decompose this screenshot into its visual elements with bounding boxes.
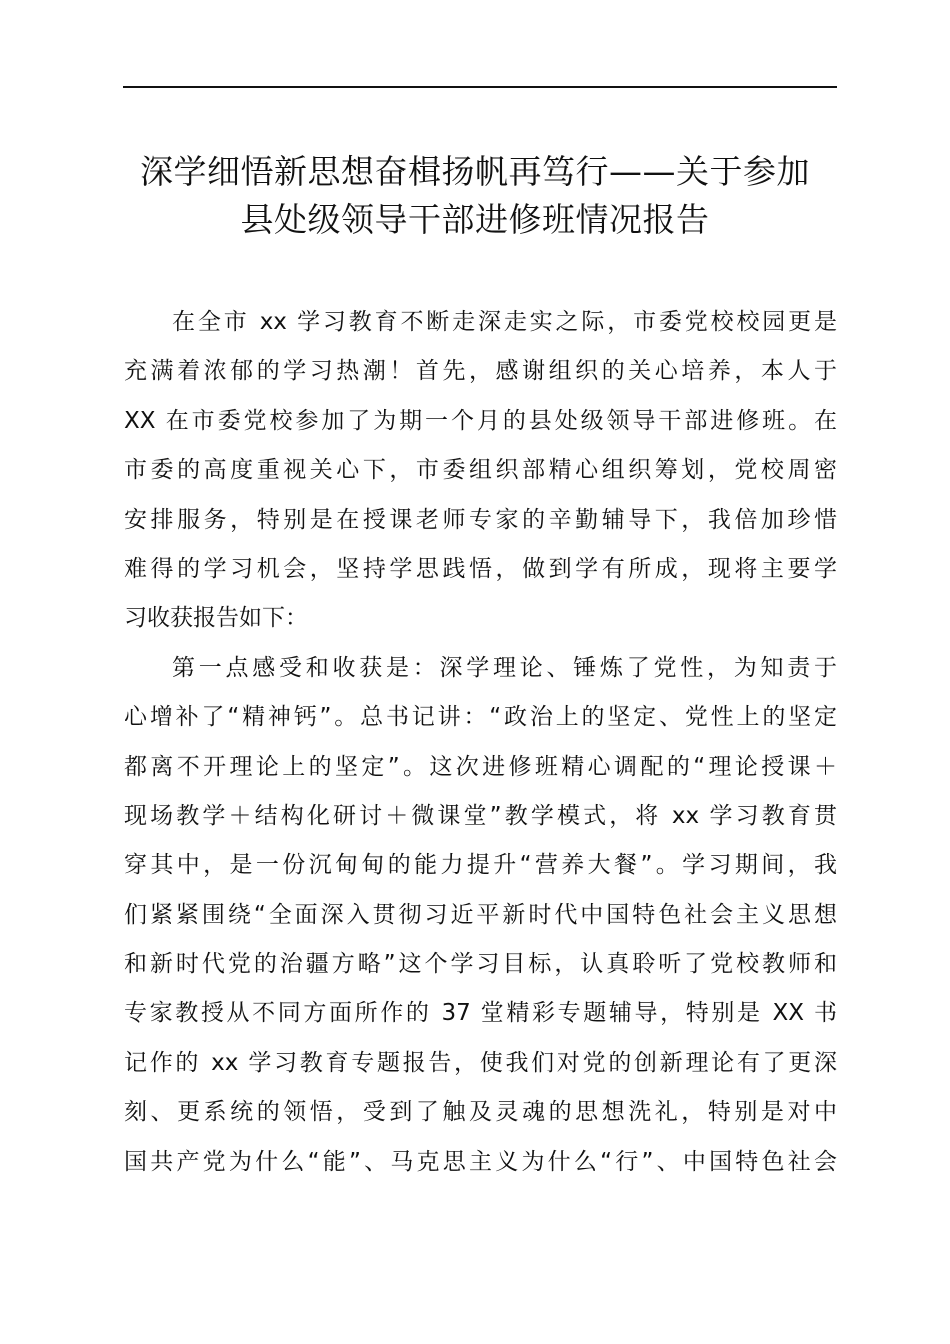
text-line: 都离不开理论上的坚定”。这次进修班精心调配的“理论授课＋ [124,753,837,780]
text-line: 刻、更系统的领悟，受到了触及灵魂的思想洗礼，特别是对中 [124,1099,837,1126]
text-line: 心增补了“精神钙”。总书记讲：“政治上的坚定、党性上的坚定 [124,704,837,731]
text-line: 和新时代党的治疆方略”这个学习目标，认真聆听了党校教师和 [124,951,837,978]
text-line: 市委的高度重视关心下，市委组织部精心组织筹划，党校周密 [124,457,837,484]
text-line: 记作的 xx 学习教育专题报告，使我们对党的创新理论有了更深 [124,1049,837,1076]
document-title [100,148,850,244]
text-line: 难得的学习机会，坚持学思践悟，做到学有所成，现将主要学 [124,555,837,582]
text-line: 专家教授从不同方面所作的 37 堂精彩专题辅导，特别是 XX 书 [124,1000,837,1027]
text-line: 习收获报告如下： [124,605,308,632]
paragraph-intro [124,298,837,644]
title-line: 县处级领导干部进修班情况报告 [240,200,710,239]
text-line: 充满着浓郁的学习热潮！首先，感谢组织的关心培养，本人于 [124,358,837,385]
text-line: 现场教学＋结构化研讨＋微课堂”教学模式，将 xx 学习教育贯 [124,802,837,829]
document-body [124,298,837,1236]
text-line: 安排服务，特别是在授课老师专家的辛勤辅导下，我倍加珍惜 [124,506,837,533]
text-line: 在全市 xx 学习教育不断走深走实之际，市委党校校园更是 [172,309,837,335]
title-line: 深学细悟新思想奋楫扬帆再笃行——关于参加 [140,152,810,191]
text-line: 第一点感受和收获是：深学理论、锤炼了党性，为知责于 [172,654,837,681]
text-line: 们紧紧围绕“全面深入贯彻习近平新时代中国特色社会主义思想 [124,901,837,928]
paragraph-first-point [124,644,837,1237]
text-line: 国共产党为什么“能”、马克思主义为什么“行”、中国特色社会 [124,1148,837,1175]
text-line [124,1187,837,1236]
header-rule [123,86,837,88]
text-line: 穿其中，是一份沉甸甸的能力提升“营养大餐”。学习期间，我 [124,852,837,879]
text-line: XX 在市委党校参加了为期一个月的县处级领导干部进修班。在 [124,407,837,434]
